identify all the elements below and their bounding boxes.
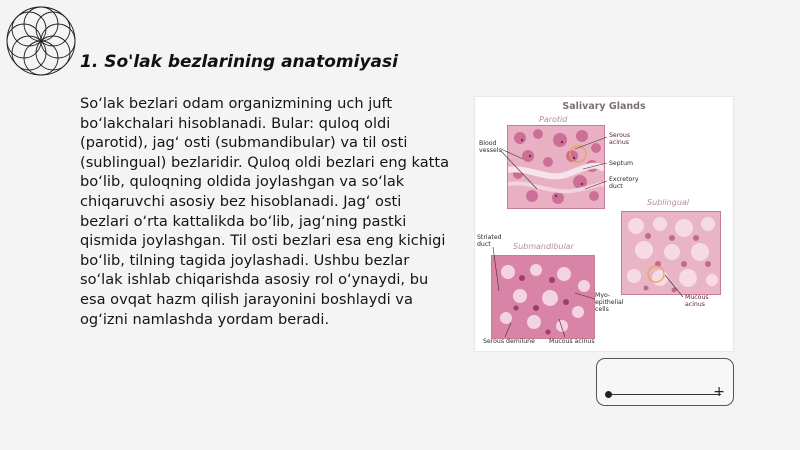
callout-excretory-duct: Excretory duct [609,176,639,190]
sublingual-tissue-image [622,212,720,294]
body-paragraph: So‘lak bezlari odam organizmining uch juft bo‘lakchalari hisoblanadi. Bular: quloq oldi (parotid), jag‘ osti (submandibular) va til osti (sublingual) bezlaridir. Quloq oldi bezlari eng katta bo‘lib, quloqning oldida joylashgan va so‘lak chiqaruvchi asosiy bez hisoblanadi. Jag‘ osti bezlari o‘rta kattalikda bo‘lib, jag‘ning pastki qismida joylashgan. Til osti bezlari esa eng kichigi bo‘lib, tilning tagida joylashadi. Ushbu bezlar so‘lak ishlab chiqarishda asosiy rol o‘ynaydi, bu esa ovqat hazm qilish jarayonini boshlaydi va og‘izni namlashda yordam beradi. [80,95,450,328]
slider-handle[interactable] [605,391,612,398]
callout-serous-demilune: Serous demilune [483,338,535,345]
slider-track[interactable] [609,394,721,395]
callout-striated-duct: Striated duct [477,234,502,248]
rosette-logo-icon [4,4,78,78]
media-slider-control[interactable] [596,358,734,406]
submandibular-panel [491,255,595,339]
sublingual-panel [621,211,721,295]
parotid-panel [507,125,605,209]
callout-mucous-acinus-sublingual: Mucous acinus [685,294,709,308]
slide-title: 1. So'lak bezlarining anatomiyasi [80,52,398,72]
figure-title: Salivary Glands [562,101,646,112]
parotid-label: Parotid [539,115,568,124]
submandibular-label: Submandibular [513,242,574,251]
callout-mucous-acinus: Mucous acinus [549,338,595,345]
sublingual-label: Sublingual [647,198,690,207]
submandibular-tissue-image [492,256,594,338]
plus-icon[interactable]: + [713,384,725,400]
callout-septum: Septum [609,160,634,167]
parotid-tissue-image [508,126,604,208]
salivary-glands-figure [474,96,734,352]
callout-serous-acinus: Serous acinus [609,132,631,146]
callout-blood-vessels: Blood vessels [479,140,502,154]
callout-myoepithelial-cells: Myo- epithelial cells [595,292,624,313]
